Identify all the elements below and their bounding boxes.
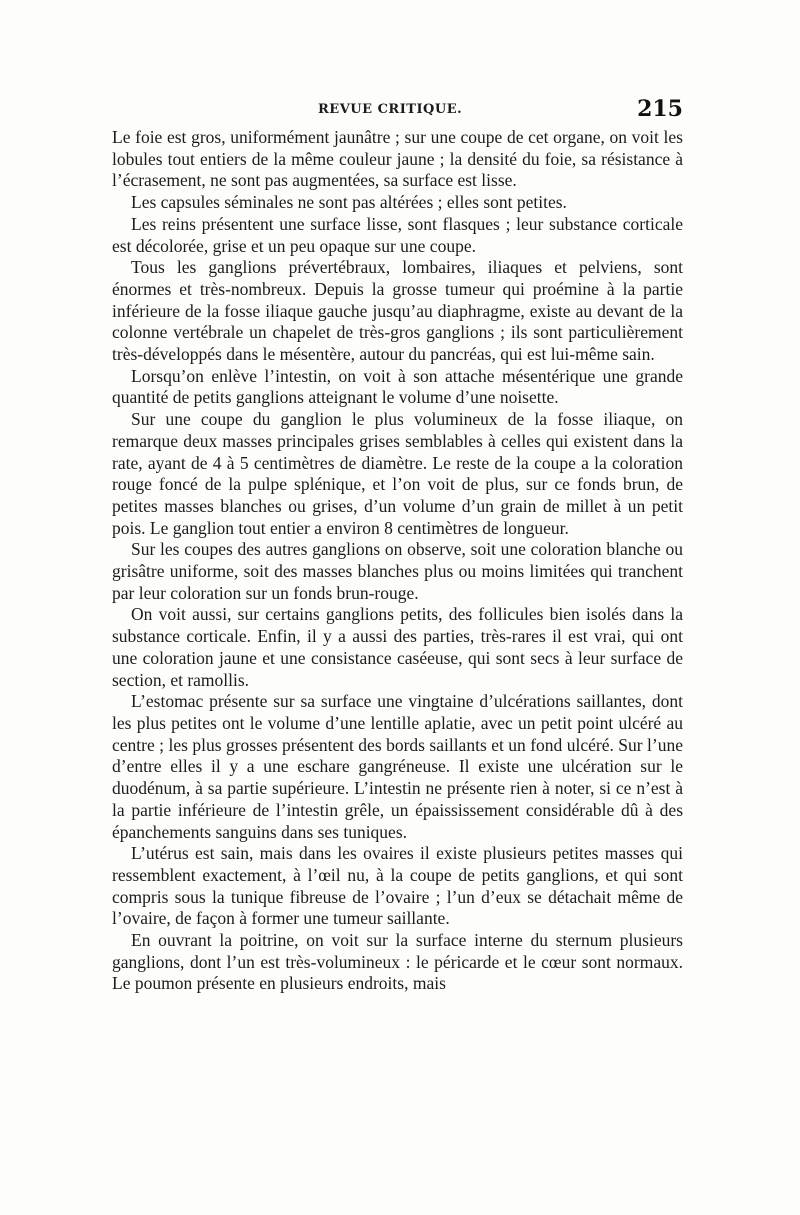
page-header: [108, 96, 683, 126]
paragraph: Le foie est gros, uniformément jaunâtre ; sur une coupe de cet organe, on voit les lobules tout entiers de la même couleur jaune ; la densité du foie, sa résistance à l’écrasement, ne sont pas augmentées, sa surface est lisse.: [112, 127, 683, 191]
paragraph: L’utérus est sain, mais dans les ovaires il existe plusieurs petites masses qui ressemblent exactement, à l’œil nu, à la coupe de petits ganglions, et qui sont compris sous la tunique fibreuse de l’ovaire ; l’un d’eux se détachait même de l’ovaire, de façon à former une tumeur saillante.: [112, 843, 683, 929]
paragraph: Tous les ganglions prévertébraux, lombaires, iliaques et pelviens, sont énormes et très-nombreux. Depuis la grosse tumeur qui proémine à la partie inférieure de la fosse iliaque gauche jusqu’au diaphragme, existe au devant de la colonne vertébrale un chapelet de très-gros ganglions ; ils sont particulièrement très-développés dans le mésentère, autour du pancréas, qui est lui-même sain.: [112, 257, 683, 365]
paragraph: On voit aussi, sur certains ganglions petits, des follicules bien isolés dans la substance corticale. Enfin, il y a aussi des parties, très-rares il est vrai, qui ont une coloration jaune et une consistance caséeuse, qui sont secs à leur surface de section, et ramollis.: [112, 604, 683, 690]
body-text: [112, 127, 683, 995]
paragraph: Sur les coupes des autres ganglions on observe, soit une coloration blanche ou grisâtre uniforme, soit des masses blanches plus ou moins limitées qui tranchent par leur coloration sur un fonds brun-rouge.: [112, 539, 683, 603]
paragraph: En ouvrant la poitrine, on voit sur la surface interne du sternum plusieurs ganglions, dont l’un est très-volumineux : le péricarde et le cœur sont normaux. Le poumon présente en plusieurs endroits, mais: [112, 930, 683, 994]
paragraph: Lorsqu’on enlève l’intestin, on voit à son attache mésentérique une grande quantité de petits ganglions atteignant le volume d’une noisette.: [112, 365, 683, 408]
paragraph: Les capsules séminales ne sont pas altérées ; elles sont petites.: [131, 192, 567, 213]
paragraph: L’estomac présente sur sa surface une vingtaine d’ulcérations saillantes, dont les plus petites ont le volume d’une lentille aplatie, avec un petit point ulcéré au centre ; les plus grosses présentent des bords saillants et un fond ulcéré. Sur l’une d’entre elles il y a une eschare gangréneuse. Il existe une ulcération sur le duodénum, à sa partie supérieure. L’intestin ne présente rien à noter, si ce n’est à la partie inférieure de l’intestin grêle, un épaississement considérable dû à des épanchements sanguins dans ses tuniques.: [112, 691, 683, 842]
page-number: 215: [637, 96, 683, 122]
paragraph: Sur une coupe du ganglion le plus volumineux de la fosse iliaque, on remarque deux masses principales grises semblables à celles qui existent dans la rate, ayant de 4 à 5 centimètres de diamètre. Le reste de la coupe a la coloration rouge foncé de la pulpe splénique, et l’on voit de plus, sur ce fonds brun, de petites masses blanches ou grises, d’un volume d’un grain de millet à un petit pois. Le ganglion tout entier a environ 8 centimètres de longueur.: [112, 409, 683, 538]
paragraph: Les reins présentent une surface lisse, sont flasques ; leur substance corticale est décolorée, grise et un peu opaque sur une coupe.: [112, 213, 683, 256]
running-title: REVUE CRITIQUE.: [318, 102, 463, 117]
